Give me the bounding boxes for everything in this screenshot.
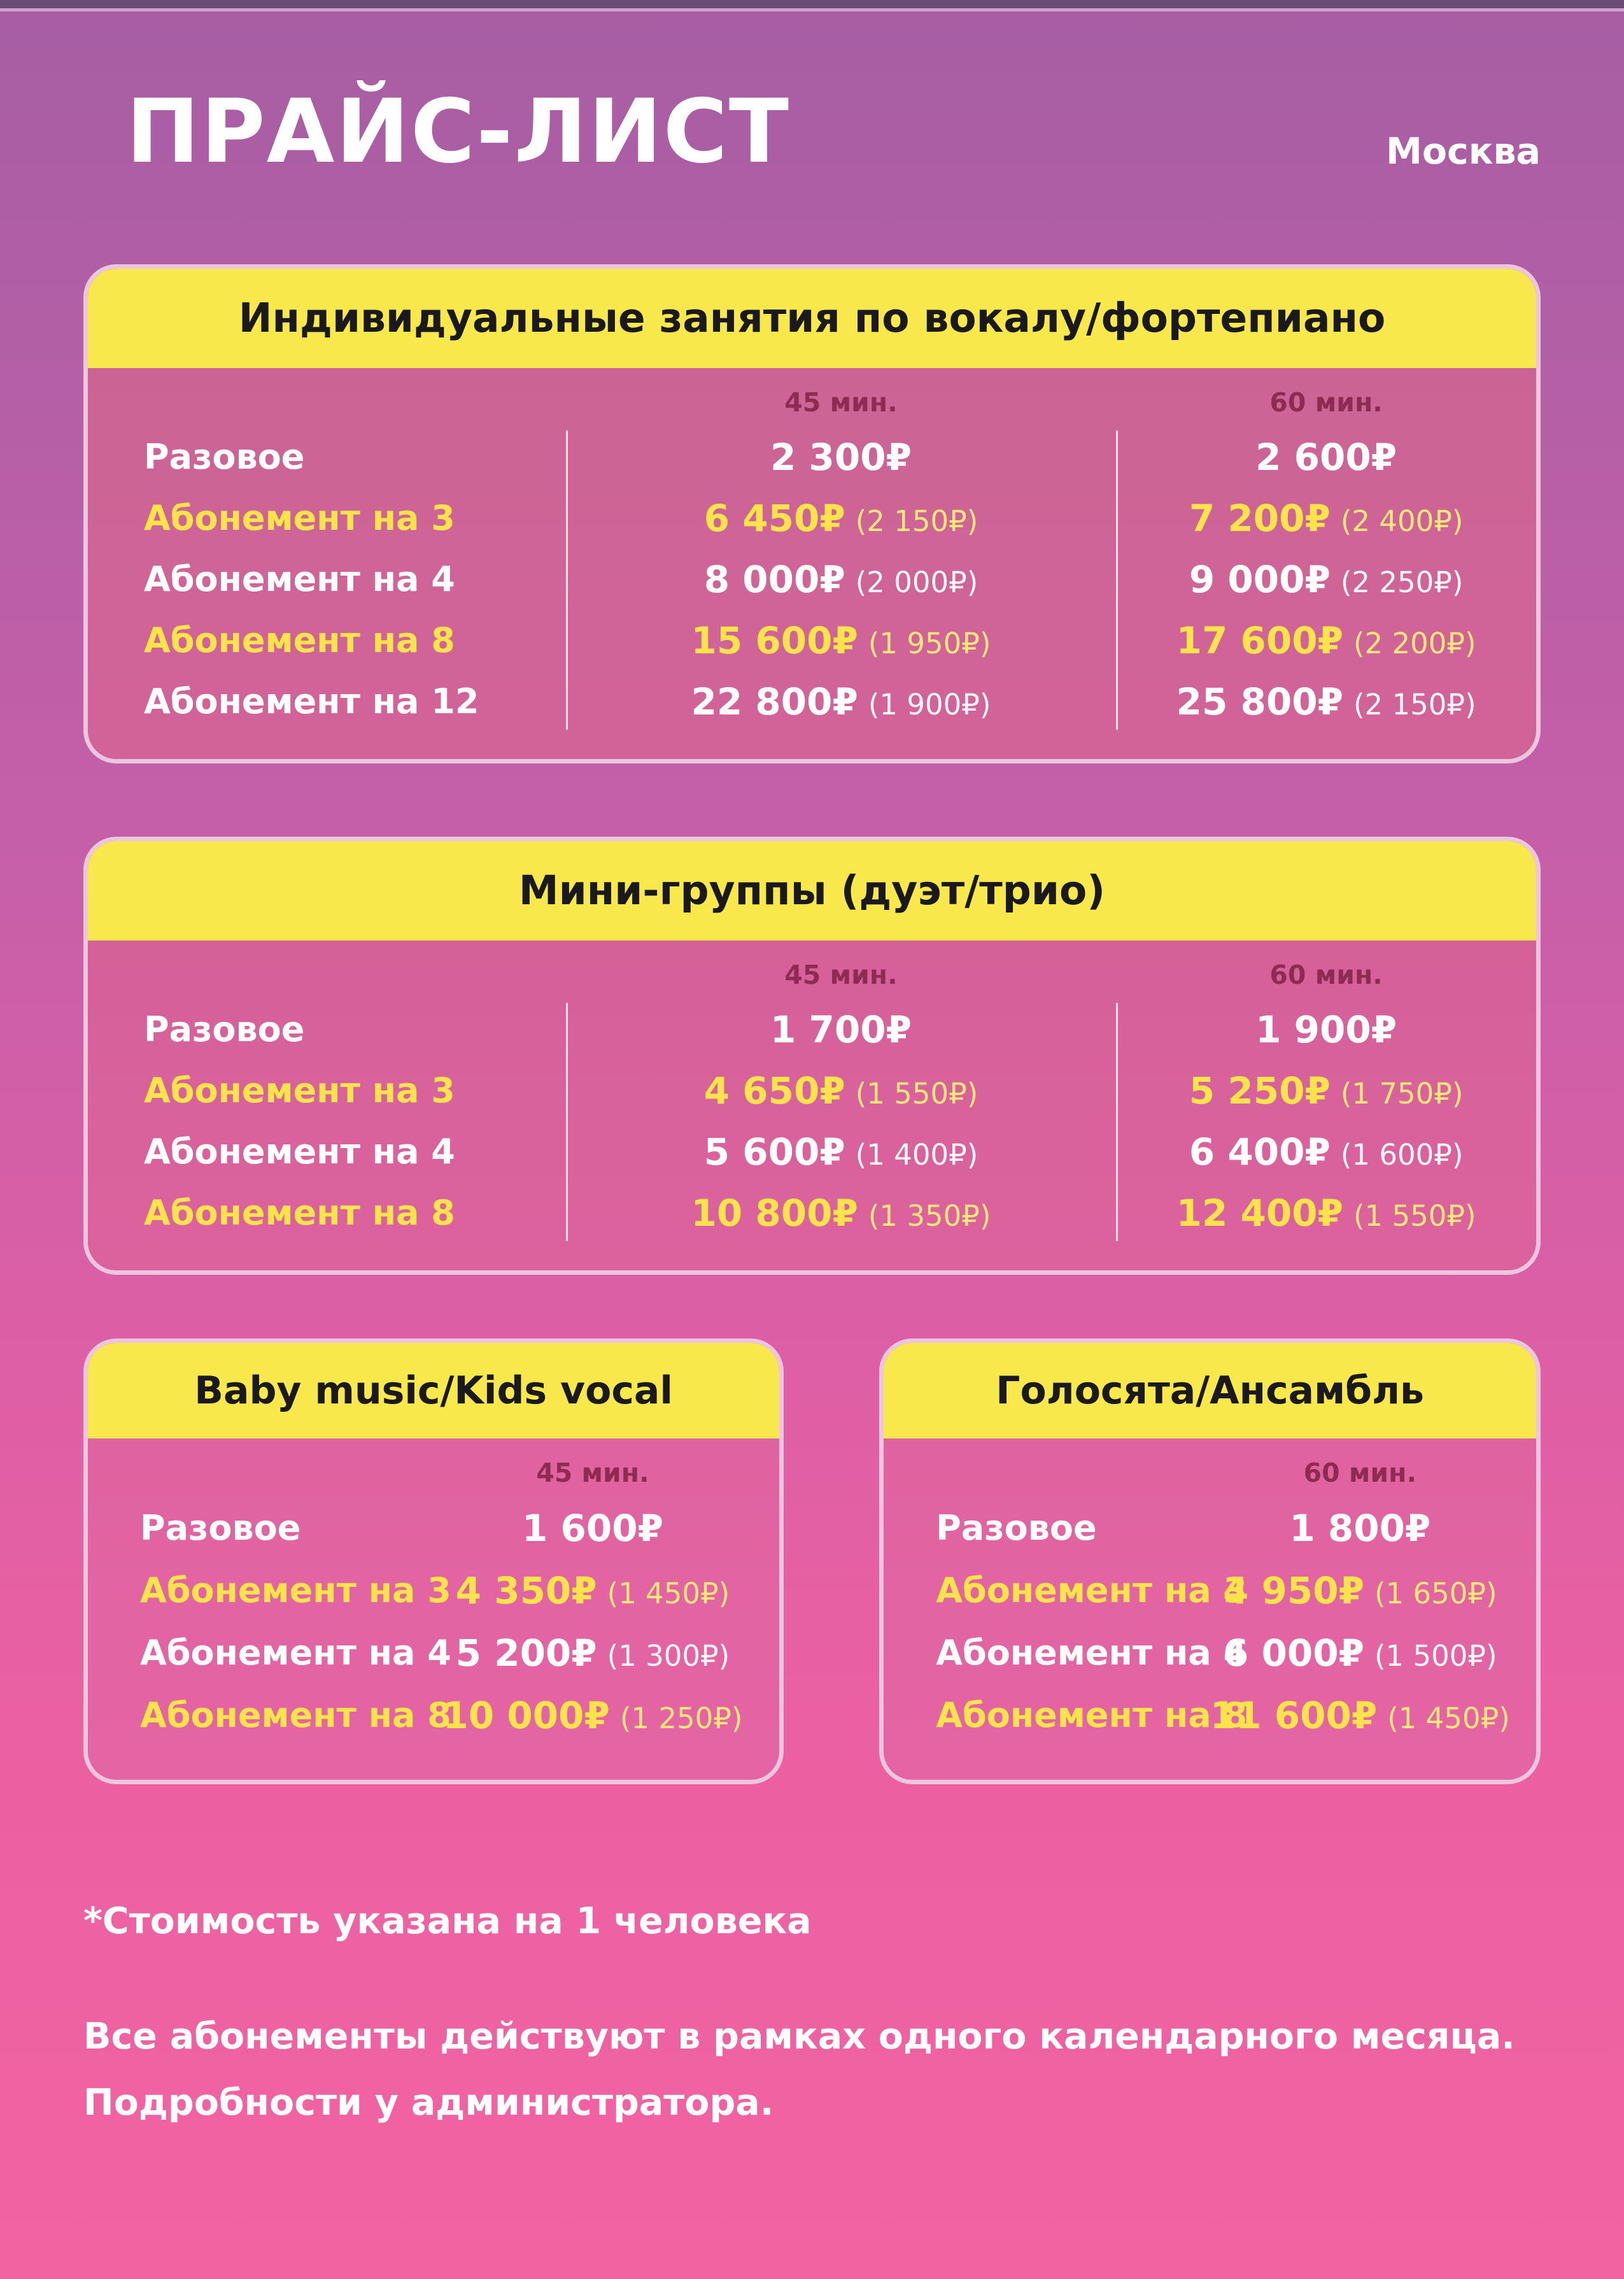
row-label: Абонемент на 4: [144, 559, 455, 600]
price-main: 17 600₽: [1176, 618, 1343, 662]
row-label: Абонемент на 3: [140, 1570, 451, 1611]
price-main: 9 000₽: [1189, 557, 1331, 601]
price-main: 25 800₽: [1176, 679, 1343, 723]
table-row: [88, 1497, 779, 1559]
column-headers: [88, 951, 1536, 999]
table-row: [88, 1060, 1536, 1121]
price-cell: [1184, 1569, 1536, 1612]
price-main: 1 700₽: [770, 1007, 912, 1051]
card-title: Индивидуальные занятия по вокалу/фортепиано: [88, 269, 1536, 368]
price-cell: [566, 680, 1117, 723]
page-title: ПРАЙС-ЛИСТ: [126, 80, 791, 183]
price-per: (1 500₽): [1374, 1638, 1497, 1673]
city-label: Москва: [1386, 130, 1541, 173]
table-row: [88, 1622, 779, 1684]
card-body: [88, 368, 1536, 759]
price-cell: [1116, 436, 1536, 479]
price-cell: [566, 1069, 1117, 1112]
price-main: 1 800₽: [1289, 1506, 1431, 1550]
price-per: (2 250₽): [1340, 565, 1464, 599]
price-list-page: [0, 11, 1624, 2136]
table-row: [88, 427, 1536, 488]
row-label: Абонемент на 8: [936, 1695, 1248, 1736]
price-per: (1 550₽): [855, 1076, 978, 1111]
column-divider: [566, 430, 568, 730]
column-headers: [884, 1449, 1536, 1497]
table-row: [88, 1121, 1536, 1182]
price-main: 6 400₽: [1189, 1130, 1331, 1174]
price-main: 11 600₽: [1210, 1693, 1378, 1737]
price-cell: [1116, 558, 1536, 601]
price-per: (1 400₽): [855, 1137, 978, 1172]
price-cell: [1116, 680, 1536, 723]
column-divider: [1116, 430, 1118, 730]
price-main: 12 400₽: [1176, 1191, 1343, 1235]
table-row: [88, 488, 1536, 549]
price-per: (1 900₽): [868, 687, 991, 721]
price-cell: [1116, 1130, 1536, 1174]
row-label: Абонемент на 3: [144, 498, 455, 539]
column-divider: [566, 1003, 568, 1241]
price-per: (2 150₽): [855, 504, 978, 538]
price-per: (1 950₽): [868, 626, 991, 660]
price-cell: [566, 619, 1117, 662]
price-cell: [406, 1569, 780, 1612]
price-main: 10 800₽: [691, 1191, 858, 1235]
column-header-60min: 60 мин.: [1303, 1457, 1417, 1488]
price-cell: [1116, 619, 1536, 662]
price-per: (1 250₽): [619, 1701, 743, 1735]
price-per: (1 650₽): [1374, 1576, 1497, 1610]
price-main: 5 600₽: [703, 1130, 845, 1174]
column-header-45min: 45 мин.: [784, 387, 898, 418]
column-divider: [1116, 1003, 1118, 1241]
table-row: [88, 1684, 779, 1747]
price-cell: [1184, 1694, 1536, 1737]
price-cell: [1184, 1631, 1536, 1675]
price-per: (2 400₽): [1340, 504, 1464, 538]
price-per: (2 000₽): [855, 565, 978, 599]
column-headers: [88, 378, 1536, 427]
card-body: [88, 941, 1536, 1270]
table-row: [88, 549, 1536, 610]
column-header-45min: 45 мин.: [784, 959, 898, 990]
row-label: Абонемент на 8: [144, 620, 455, 661]
price-main: 5 250₽: [1189, 1069, 1331, 1112]
price-cell: [1116, 1008, 1536, 1051]
price-cell: [566, 1008, 1117, 1051]
row-label: Абонемент на 8: [144, 1193, 455, 1233]
price-main: 6 000₽: [1223, 1631, 1364, 1675]
card-title: Baby music/Kids vocal: [88, 1343, 779, 1438]
price-cell: [566, 497, 1117, 540]
price-per: (1 550₽): [1353, 1198, 1476, 1233]
row-label: Разовое: [936, 1508, 1097, 1549]
price-cell: [1116, 1191, 1536, 1235]
card-body: [884, 1438, 1536, 1780]
price-main: 22 800₽: [691, 679, 858, 723]
footer-info: [83, 2003, 1541, 2136]
row-label: Абонемент на 4: [144, 1132, 455, 1172]
price-main: 10 000₽: [442, 1693, 610, 1737]
price-main: 2 600₽: [1255, 435, 1397, 479]
column-headers: [88, 1449, 779, 1497]
card-body: [88, 1438, 779, 1780]
column-header-60min: 60 мин.: [1269, 387, 1383, 418]
pricing-card-individual: [83, 264, 1541, 763]
column-header-60min: 60 мин.: [1269, 959, 1383, 990]
price-main: 4 950₽: [1223, 1568, 1364, 1612]
table-row: [88, 1559, 779, 1622]
price-cell: [566, 436, 1117, 479]
row-label: Абонемент на 3: [144, 1070, 455, 1111]
row-label: Абонемент на 4: [936, 1633, 1248, 1673]
price-main: 2 300₽: [770, 435, 912, 479]
row-label: Разовое: [144, 437, 305, 478]
table-row: [88, 1182, 1536, 1244]
table-row: [884, 1559, 1536, 1622]
pricing-card-baby: [83, 1338, 784, 1784]
card-title: Мини-группы (дуэт/трио): [88, 841, 1536, 941]
masthead: [83, 11, 1541, 183]
table-row: [884, 1497, 1536, 1559]
card-title: Голосята/Ансамбль: [884, 1343, 1536, 1438]
price-cell: [1184, 1507, 1536, 1550]
row-label: Разовое: [144, 1009, 305, 1050]
footer-info-line2: Подробности у администратора.: [83, 2081, 774, 2124]
price-per: (1 750₽): [1340, 1076, 1464, 1111]
row-label: Абонемент на 8: [140, 1695, 451, 1736]
price-main: 4 350₽: [455, 1568, 597, 1612]
footer-note: *Стоимость указана на 1 человека: [83, 1899, 812, 1942]
table-row: [88, 671, 1536, 732]
row-label: Разовое: [140, 1508, 301, 1549]
price-cell: [566, 1191, 1117, 1235]
price-main: 1 600₽: [521, 1506, 663, 1550]
price-cell: [406, 1631, 780, 1675]
row-label: Абонемент на 3: [936, 1570, 1248, 1611]
bottom-cards-row: [83, 1338, 1541, 1784]
price-per: (1 450₽): [1387, 1701, 1510, 1735]
column-header-45min: 45 мин.: [536, 1457, 649, 1488]
price-main: 5 200₽: [455, 1631, 597, 1675]
price-cell: [1116, 497, 1536, 540]
price-cell: [1116, 1069, 1536, 1112]
price-cell: [566, 1130, 1117, 1174]
price-per: (2 150₽): [1353, 687, 1476, 721]
pricing-card-ensemble: [879, 1338, 1541, 1784]
row-label: Абонемент на 4: [140, 1633, 451, 1673]
price-per: (1 450₽): [607, 1576, 730, 1610]
footer-info-line1: Все абонементы действуют в рамках одного календарного месяца.: [83, 2015, 1515, 2057]
pricing-card-minigroups: [83, 837, 1541, 1275]
price-per: (1 300₽): [607, 1638, 730, 1673]
table-row: [88, 999, 1536, 1060]
table-row: [884, 1622, 1536, 1684]
price-main: 1 900₽: [1255, 1007, 1397, 1051]
price-main: 7 200₽: [1189, 496, 1331, 540]
price-per: (2 200₽): [1353, 626, 1476, 660]
table-row: [884, 1684, 1536, 1747]
table-row: [88, 610, 1536, 671]
price-main: 15 600₽: [691, 618, 858, 662]
price-per: (1 600₽): [1340, 1137, 1464, 1172]
row-label: Абонемент на 12: [144, 681, 479, 722]
price-per: (1 350₽): [868, 1198, 991, 1233]
price-cell: [406, 1694, 780, 1737]
price-cell: [566, 558, 1117, 601]
price-main: 4 650₽: [703, 1069, 845, 1112]
top-strip: [0, 0, 1624, 11]
price-cell: [406, 1507, 780, 1550]
price-main: 8 000₽: [703, 557, 845, 601]
price-main: 6 450₽: [703, 496, 845, 540]
